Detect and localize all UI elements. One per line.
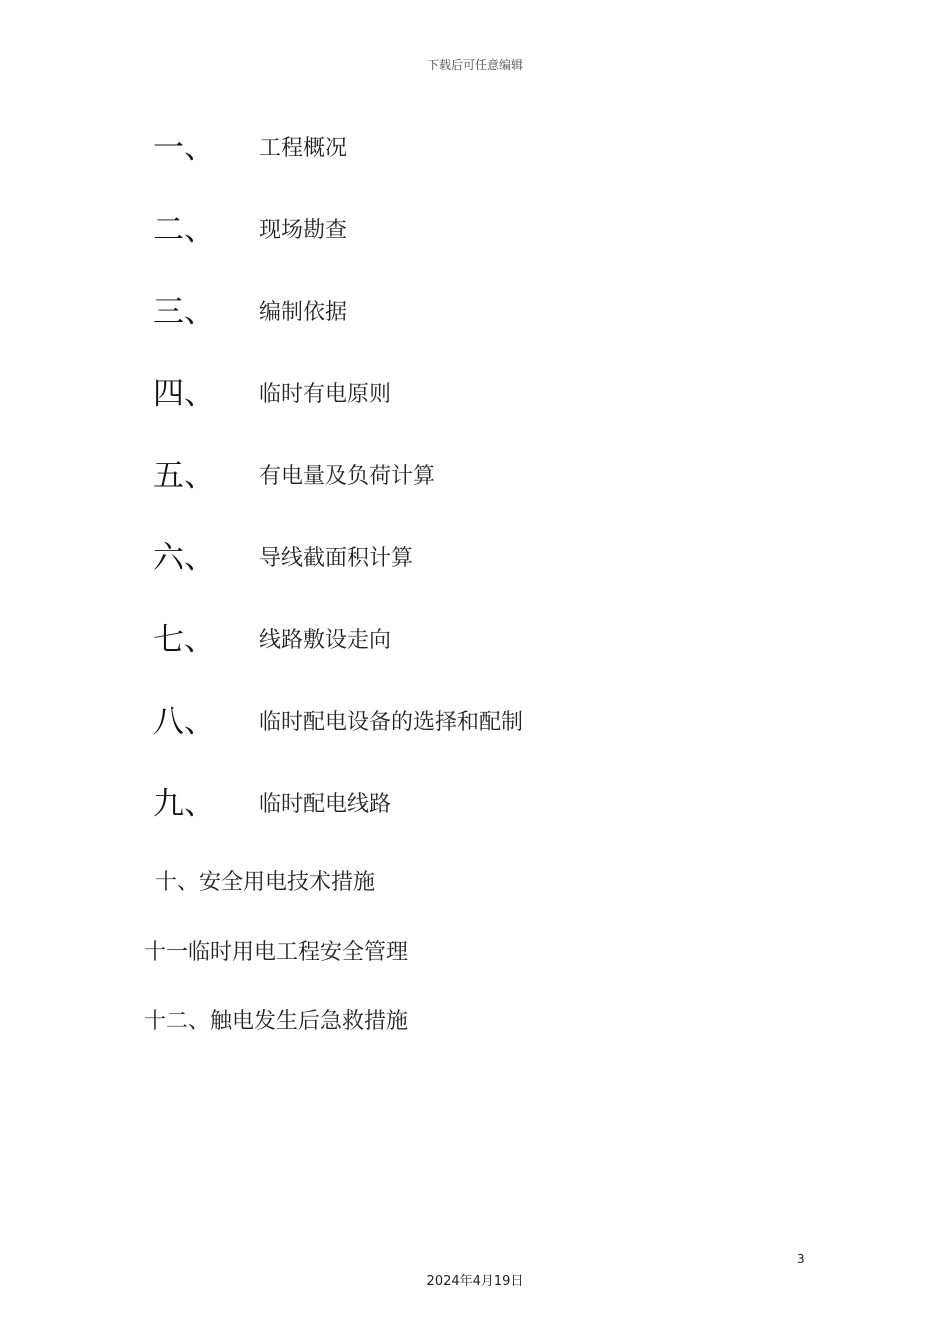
footer-date: 2024年4月19日 [426, 1274, 524, 1289]
page-header: 下载后可任意编辑 [426, 58, 523, 72]
toc-item [0, 292, 700, 332]
toc-item-number: 九、 [153, 786, 215, 822]
toc-item-title: 临时配电线路 [259, 792, 392, 817]
toc-item [0, 620, 700, 660]
toc-item-title: 临时有电原则 [259, 382, 392, 407]
toc-item-number: 四、 [153, 376, 215, 412]
toc-item [0, 538, 700, 578]
toc-line: 十、安全用电技术措施 [155, 870, 376, 895]
toc-item-number: 六、 [153, 540, 215, 576]
toc-item-number: 七、 [153, 622, 215, 658]
toc-item-title: 有电量及负荷计算 [259, 464, 436, 489]
toc-line: 十一临时用电工程安全管理 [144, 940, 409, 965]
toc-item-title: 临时配电设备的选择和配制 [259, 710, 524, 735]
toc-item-title: 导线截面积计算 [259, 546, 414, 571]
toc-item-title: 工程概况 [259, 136, 348, 161]
toc-item-title: 线路敷设走向 [259, 628, 392, 653]
toc-item [0, 128, 700, 168]
page-number: 3 [797, 1252, 805, 1266]
toc-item-number: 五、 [153, 458, 215, 494]
toc-item [0, 456, 700, 496]
toc-item [0, 784, 700, 824]
toc-item-number: 三、 [153, 294, 215, 330]
toc-item [0, 374, 700, 414]
toc-item [0, 210, 700, 250]
toc-item-number: 二、 [153, 212, 215, 248]
toc-item-number: 一、 [153, 130, 215, 166]
toc-item-number: 八、 [153, 704, 215, 740]
toc-item-title: 编制依据 [259, 300, 348, 325]
toc-line: 十二、触电发生后急救措施 [144, 1009, 409, 1034]
toc-item-title: 现场勘查 [259, 218, 348, 243]
toc-item [0, 702, 700, 742]
